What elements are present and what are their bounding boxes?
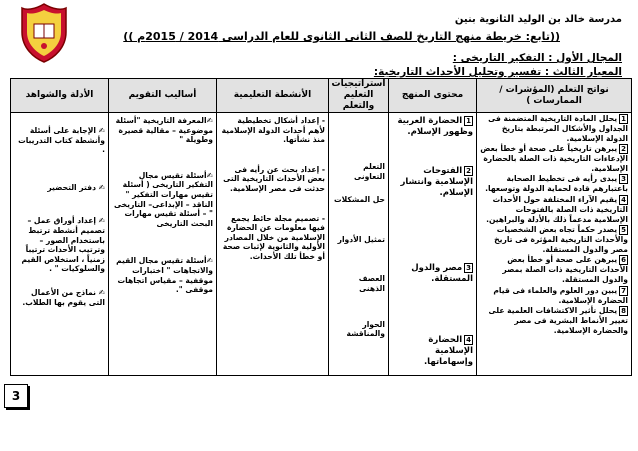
list-item: ✍ دفتر التحضير: [47, 182, 105, 192]
column-header-assessment: أساليب التقويم: [109, 79, 217, 113]
list-item: حل المشكلات: [334, 195, 385, 205]
list-item: 2يبرهن تاريخياً على صحة أو خطأ بعض الإدعاءات التاريخية ذات الصلة بالحضارة الإسلامية.: [480, 144, 628, 173]
list-item: - تصميم مجلة حائط يجمع فيها معلومات عن الحضارة الإسلامية من خلال المصادر الأولية والثانوية لإثبات صحة أو خطأ تلك الأحداث.: [222, 213, 325, 261]
list-item: 2الفتوحات الإسلامية وانتشار الإسلام.: [400, 166, 473, 198]
strategies-cell: [329, 113, 389, 376]
evidence-cell: [11, 113, 109, 376]
page-title: ((تابع: خريطة منهج التاريخ للصف الثانى الثانوى للعام الدراسى 2014 / 2015م )): [123, 30, 560, 43]
list-item: 4الحضارة الإسلامية وإسهاماتها.: [423, 335, 473, 367]
list-item: 8يحلل تأثير الاكتشافات العلمية على تغيير الأنماط البشرية فى مصر والحضارة الإسلامية.: [488, 306, 628, 335]
column-header-content: محتوى المنهج: [389, 79, 477, 113]
list-item: 6يبرهن على صحة أو خطأ بعض الأحداث التاريخية ذات الصلة بمصر والدول المستقلة.: [502, 255, 628, 284]
school-name: مدرسة خالد بن الوليد الثانوية بنين: [454, 14, 622, 25]
list-item: الحوار والمناقشة: [346, 319, 385, 339]
outcomes-cell: [477, 113, 632, 376]
list-item: ✍ الإجابة على أسئلة وأنشطة كتاب التدريبات .: [18, 126, 105, 155]
list-item: 3يبدى رأيه فى تخطيط الصحابة باعتبارهم قادة لحماية الدولة وتوسعها.: [485, 174, 628, 194]
column-header-activities: الأنشطة التعليمية: [217, 79, 329, 113]
content-cell: [389, 113, 477, 376]
assessment-cell: [109, 113, 217, 376]
school-logo-icon: [20, 2, 68, 64]
list-item: 1الحضارة العربية وظهور الإسلام.: [397, 116, 473, 137]
list-item: 1يحلل المادة التاريخية المتضمنة فى الجداول والأشكال المرتبطة بتاريخ الدولة الإسلامية.: [488, 114, 628, 143]
list-item: التعلم التعاونى: [354, 162, 385, 181]
standard-heading: المعيار الثالث : تفسير وتحليل الأحداث التاريخية:: [373, 66, 622, 78]
list-item: العصف الذهنى: [358, 274, 385, 293]
list-item: ✍ نماذج من الأعمال التى يقوم بها الطلاب.: [22, 287, 105, 307]
list-item: تمثيل الأدوار: [337, 234, 385, 244]
curriculum-map-table: [10, 78, 632, 376]
list-item: 5يصدر حكماً تجاه بعض الشخصيات والأحداث التاريخية المؤثرة فى تاريخ مصر والدول المستقلة.: [494, 225, 628, 254]
column-header-strategies: استراتيجيات التعليم والتعلم: [329, 79, 389, 113]
list-item: 3مصر والدول المستقلة.: [411, 263, 473, 284]
list-item: ✍أسئلة تقيس مجال التفكير التاريخى ( أسئلة تقيس مهارات التفكير " الناقد – الإبداعى– التاريخى " – أسئلة تقيس مهارات البحث التاريخى: [113, 170, 213, 228]
list-item: - إعداد بحث عن رأيه فى بعض الأحداث التاريخية التى حدثت فى مصر الإسلامية.: [223, 164, 325, 193]
domain-heading: المجال الأول : التفكير التاريخى :: [452, 52, 622, 64]
list-item: ✍ إعداد أوراق عمل – تصميم أنشطة ترتبط باستخدام الصور –وترتيب الأحداث ترتيباً زمنياً ، استخلاص القيم والسلوكيات " .: [21, 216, 105, 274]
list-item: - إعداد أشكال تخطيطية لأهم أحداث الدولة الإسلامية منذ نشأتها.: [221, 116, 325, 145]
page-number: 3: [4, 384, 28, 408]
list-item: 7يبين دور العلوم والعلماء فى قيام الحضارة الإسلامية.: [493, 285, 628, 305]
column-header-outcomes: نواتج التعلم (المؤشرات / الممارسات ): [477, 79, 632, 113]
list-item: 4يقيم الآراء المختلفة حول الأحداث التاريخية ذات الصلة بالفتوحات الإسلامية مدعماً ذلك بالأدلة والبراهين.: [486, 194, 628, 224]
list-item: ✍أسئلة تقيس مجال القيم والاتجاهات " اختبارات موقفية – مقياس اتجاهات موقفى ".: [116, 256, 213, 295]
column-header-evidence: الأدلة والشواهد: [11, 79, 109, 113]
list-item: ✍المعرفة التاريخية "أسئلة موضوعية – مقالية قصيرة وطويلة ": [115, 116, 213, 145]
activities-cell: [217, 113, 329, 376]
